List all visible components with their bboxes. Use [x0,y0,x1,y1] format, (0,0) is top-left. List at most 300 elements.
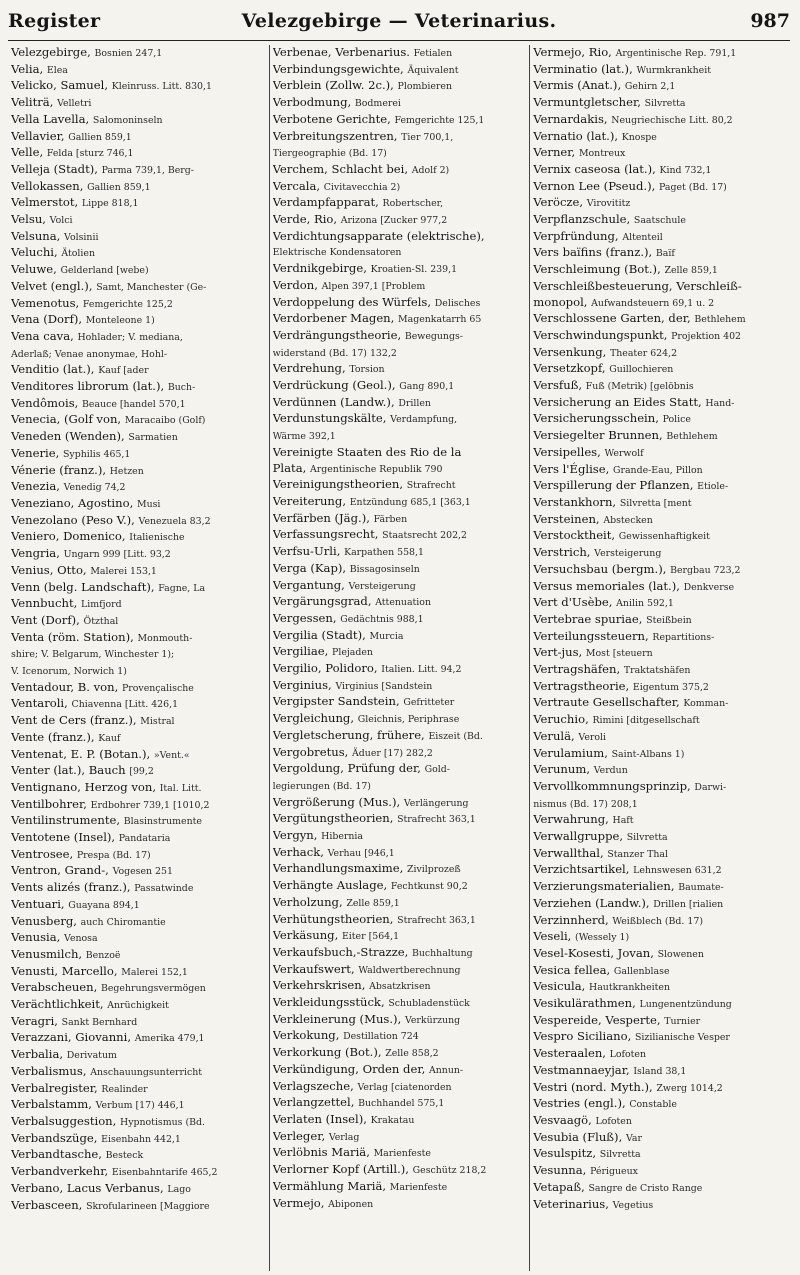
entry-reference: Strafrecht 363,1 [397,914,476,926]
entry-headword: Vengria, [11,546,60,561]
entry-reference: Delisches [434,297,481,309]
entry-headword: Verkorkung (Bot.), [272,1045,382,1060]
index-entry [533,295,787,312]
entry-headword: Vermejo, Rio, [533,45,612,59]
index-entry [11,195,266,212]
entry-headword: Venezolano (Peso V.), [11,512,135,527]
entry-reference: Kroatien-Sl. 239,1 [370,264,458,276]
index-entry [11,596,266,613]
entry-headword: Verschleißbesteuerung, Verschleiß- [533,278,742,293]
entry-headword: Verde, Rio, [272,212,338,227]
index-entry [533,862,787,879]
entry-headword: Veneziano, Agostino, [11,495,134,510]
entry-headword: Verulamium, [533,745,608,760]
index-entry [11,1030,266,1047]
entry-headword: Venditio (lat.), [11,362,95,377]
entry-reference: Island 38,1 [633,1065,687,1077]
index-entry [533,562,787,579]
entry-reference: Saatschule [633,215,686,227]
entry-reference: Gedächtnis 988,1 [340,613,424,625]
index-entry [273,527,527,544]
entry-reference: Bewegungs- [404,330,463,342]
index-entry [11,1198,266,1215]
index-entry [11,45,266,62]
entry-reference: Wurmkrankheit [636,64,711,76]
index-entry [273,445,527,461]
entry-reference: Silvretta [599,1149,641,1161]
entry-reference: Buch- [167,382,196,394]
entry-headword: Verdrängungstheorie, [272,327,402,342]
index-entry [11,479,266,496]
entry-headword: Ventaroli, [11,696,68,711]
entry-reference: Gefritteter [403,697,455,709]
index-entry [533,428,787,445]
entry-reference: Hetzen [109,465,144,477]
entry-headword: Versipelles, [533,444,601,459]
entry-headword: Vent de Cers (franz.), [11,713,137,728]
entry-reference: Besteck [105,1150,144,1162]
entry-headword: Verwallthal, [533,845,604,860]
entry-headword: Vermuntgletscher, [533,95,641,110]
index-entry [273,1028,527,1045]
index-entry [533,1080,787,1097]
entry-headword: Vergobretus, [272,744,349,759]
index-entry [273,928,527,945]
index-entry [273,845,527,862]
entry-reference: Venedig 74,2 [63,482,126,494]
entry-reference: Police [662,414,691,426]
entry-reference: Volci [49,215,73,227]
entry-reference: auch Chiromantie [80,916,166,928]
index-columns [8,45,790,1271]
entry-headword: Vernix caseosa (lat.), [533,161,656,176]
entry-reference: Sizilianische Vesper [635,1032,730,1044]
entry-reference: Femgerichte 125,1 [394,114,485,126]
entry-headword: Vergletscherung, frühere, [272,727,425,742]
entry-reference: Limfjord [80,599,122,611]
index-entry [273,395,527,412]
entry-reference: legierungen (Bd. 17) [272,780,371,792]
entry-headword: Ventron, Grand-, [11,863,109,878]
entry-headword: Vergyn, [272,828,318,843]
entry-reference: Lofoten [609,1049,647,1061]
index-entry [273,179,527,196]
entry-reference: Volsinii [64,231,99,243]
entry-headword: Vergrößerung (Mus.), [272,794,401,809]
index-entry [533,1130,787,1147]
entry-headword: Vereinigte Staaten des Rio de la [272,444,462,459]
index-entry [11,830,266,847]
index-entry [273,145,527,162]
entry-reference: Velletri [57,98,92,110]
entry-headword: Vers baïfins (franz.), [533,245,653,260]
entry-reference: Darwi- [694,781,727,793]
index-entry [11,663,266,680]
entry-reference: Verlängerung [403,797,469,809]
entry-reference: Chiavenna [Litt. 426,1 [71,699,179,711]
entry-reference: Verdun [593,765,628,777]
index-entry [273,62,527,79]
entry-reference: Malerei 153,1 [90,565,157,577]
entry-headword: Vergilia (Stadt), [272,627,366,642]
index-entry [533,812,787,829]
index-entry [11,95,266,112]
index-entry [273,1012,527,1029]
entry-headword: Verdampfapparat, [272,195,379,210]
entry-reference: Ätolien [61,248,95,260]
index-entry [273,745,527,762]
entry-reference: Rimini [ditgesellschaft [592,715,700,727]
entry-headword: Verkäsung, [272,928,339,943]
index-entry [11,62,266,79]
entry-headword: Velle, [11,145,44,160]
entry-reference: Malerei 152,1 [121,966,188,978]
entry-headword: Vernatio (lat.), [533,128,619,143]
index-entry [533,762,787,779]
entry-reference: Passatwinde [134,883,194,895]
entry-reference: Zivilprozeß [407,864,461,876]
entry-reference: Neugriechische Litt. 80,2 [611,114,733,126]
index-entry [11,78,266,95]
index-entry [11,930,266,947]
entry-reference: Waldwertberechnung [358,964,461,976]
entry-reference: Montreux [578,148,626,160]
index-entry [533,62,787,79]
entry-headword: Verpfründung, [533,228,619,243]
entry-headword: Verlorner Kopf (Artill.), [272,1162,409,1177]
index-entry [533,195,787,212]
index-entry [533,913,787,930]
entry-reference: Hibernia [321,831,363,843]
index-entry [11,296,266,313]
entry-reference: Verhau [946,1 [327,847,395,859]
index-entry [11,563,266,580]
entry-reference: Erdbohrer 739,1 [1010,2 [90,799,210,811]
entry-headword: Verkaufswert, [272,961,355,976]
entry-reference: Argentinische Republik 790 [310,463,443,475]
entry-reference: Annun- [428,1064,464,1076]
entry-reference: Var [625,1132,642,1144]
index-entry [11,947,266,964]
entry-headword: Vellokassen, [11,178,84,193]
entry-headword: Venta (röm. Station), [11,629,134,644]
entry-reference: Virovititz [586,198,631,210]
entry-headword: Vertragshäfen, [533,662,621,677]
entry-reference: Knospe [621,131,657,143]
entry-headword: Ventignano, Herzog von, [11,779,157,794]
index-entry [533,45,787,62]
entry-reference: Slowenen [657,948,704,960]
entry-reference: Murcia [369,630,404,642]
entry-headword: Verga (Kap), [272,560,347,575]
entry-headword: Verdünnen (Landw.), [272,394,395,409]
entry-reference: Civitavecchia 2) [323,181,401,193]
entry-headword: Vesulspitz, [533,1146,597,1161]
entry-headword: Verteilungssteuern, [533,628,649,643]
index-entry [11,863,266,880]
index-entry [533,95,787,112]
entry-headword: Vereinigungstheorien, [272,477,404,492]
entry-headword: Vestri (nord. Myth.), [533,1079,653,1094]
entry-headword: Verbreitungszentren, [272,128,398,143]
entry-headword: Versuchsbau (bergm.), [533,561,667,576]
entry-headword: Verkleidungsstück, [272,995,385,1010]
entry-headword: Verzinnherd, [533,912,609,927]
entry-reference: Syphilis 465,1 [62,448,131,460]
entry-reference: Zelle 859,1 [346,897,400,909]
entry-headword: Verginius, [272,677,332,692]
entry-reference: Anschauungsunterricht [90,1066,203,1078]
entry-reference: Derivatum [66,1050,117,1062]
entry-headword: Verulä, [533,728,575,743]
entry-reference: Mistral [140,716,175,728]
entry-reference: Schubladenstück [388,998,470,1010]
index-entry [273,162,527,179]
entry-reference: Grande-Eau, Pillon [612,464,703,476]
entry-reference: Parma 739,1, Berg- [101,164,194,176]
index-entry [533,229,787,246]
entry-reference: Altenteil [622,231,663,243]
entry-reference: Virginius [Sandstein [335,680,433,692]
entry-headword: Vesikulärathmen, [533,996,636,1011]
entry-reference: Gold- [424,764,450,776]
entry-headword: Veterinarius, [533,1196,609,1211]
entry-headword: Verbalismus, [11,1063,87,1078]
entry-reference: Absatzkrisen [369,981,431,993]
index-entry [11,463,266,480]
entry-headword: Vereiterung, [272,493,347,508]
entry-headword: Ventadour, B. von, [11,679,119,694]
index-column-3 [529,45,790,1271]
entry-reference: Adolf 2) [411,164,450,176]
entry-headword: Ventenat, E. P. (Botan.), [11,746,151,761]
entry-reference: Sankt Bernhard [61,1016,138,1028]
index-entry [11,362,266,379]
entry-reference: Steißbein [646,614,692,626]
entry-reference: Elektrische Kondensatoren [272,247,402,259]
entry-reference: shire; V. Belgarum, Winchester 1); [11,649,175,661]
index-entry [273,628,527,645]
entry-headword: Venius, Otto, [11,562,87,577]
index-entry [11,513,266,530]
entry-reference: Silvretta [644,98,686,110]
entry-headword: Vemenotus, [11,295,80,310]
entry-headword: Venusti, Marcello, [11,963,118,978]
entry-reference: Anilin 592,1 [616,598,674,610]
entry-reference: Fechtkunst 90,2 [390,881,468,893]
index-entry [11,713,266,730]
index-entry [533,179,787,196]
entry-headword: Veluwe, [11,262,57,277]
index-entry [273,895,527,912]
entry-reference: Musi [136,498,161,510]
index-entry [273,995,527,1012]
entry-headword: Verchem, Schlacht bei, [272,161,409,176]
entry-headword: Verstankhorn, [533,494,617,509]
index-entry [11,179,266,196]
index-entry [11,412,266,429]
index-entry [273,328,527,345]
entry-reference: Etiole- [697,481,729,493]
index-entry [273,129,527,146]
index-entry [273,828,527,845]
entry-headword: Vermejo, [272,1195,325,1210]
index-entry [533,162,787,179]
entry-reference: Hautkrankheiten [589,982,671,994]
index-entry [273,278,527,295]
index-entry [273,112,527,129]
index-entry [533,579,787,596]
index-entry [11,680,266,697]
entry-headword: Vellavier, [11,128,65,143]
entry-reference: Haft [612,815,634,827]
entry-headword: Versus memoriales (lat.), [533,578,680,593]
entry-reference: Gewissenhaftigkeit [618,531,710,543]
entry-headword: Verkehrskrisen, [272,978,366,993]
entry-headword: Verholzung, [272,894,343,909]
entry-reference: Äquivalent [407,64,459,76]
entry-headword: Vernardakis, [533,111,608,126]
index-entry [11,496,266,513]
entry-reference: Fagne, La [158,582,206,594]
header-section-label: Register [8,10,101,32]
index-entry [11,696,266,713]
index-entry [273,1079,527,1096]
entry-reference: Gallenblase [613,965,670,977]
entry-reference: Amerika 479,1 [134,1033,205,1045]
index-entry [273,428,527,445]
index-column-1 [8,45,269,1271]
entry-reference: Vogesen 251 [112,866,173,878]
entry-reference: Prespa (Bd. 17) [76,849,151,861]
index-entry [533,712,787,729]
entry-headword: Verunum, [533,762,591,777]
entry-headword: Veragri, [11,1013,58,1028]
entry-headword: Ventrosee, [11,846,74,861]
entry-headword: Versfuß, [533,378,583,393]
entry-reference: Magenkatarrh 65 [398,314,482,326]
index-entry [533,1013,787,1030]
entry-reference: Argentinische Rep. 791,1 [615,48,737,59]
page-number: 987 [750,10,790,32]
entry-reference: (Wessely 1) [575,932,630,944]
index-entry [11,1064,266,1081]
entry-reference: Buchhaltung [411,947,473,959]
entry-headword: Venerie, [11,445,60,460]
index-entry [273,578,527,595]
entry-headword: Verhack, [272,844,324,859]
entry-headword: Verlagszeche, [272,1078,354,1093]
entry-reference: Färben [373,513,408,525]
entry-headword: Veneden (Wenden), [11,429,125,444]
entry-headword: Vesvaagö, [533,1113,592,1127]
entry-headword: monopol, [533,294,588,309]
entry-reference: Torsion [349,364,385,376]
index-entry [273,945,527,962]
entry-reference: Turnier [664,1015,701,1027]
index-entry [11,529,266,546]
index-entry [533,645,787,662]
index-entry [273,95,527,112]
entry-reference: Gang 890,1 [399,381,455,393]
entry-reference: Verlag [328,1131,360,1143]
entry-reference: Guayana 894,1 [68,899,140,911]
index-entry [11,346,266,363]
entry-reference: Marienfeste [389,1181,448,1193]
index-entry [273,1095,527,1112]
index-entry [11,429,266,446]
entry-headword: Velezgebirge, [11,45,91,59]
entry-headword: Verfärben (Jäg.), [272,510,370,525]
entry-reference: Wärme 392,1 [272,431,336,443]
index-entry [273,711,527,728]
entry-reference: Aderlaß; Venae anonymae, Hohl- [11,348,168,360]
entry-reference: Realinder [101,1083,148,1095]
entry-reference: Komman- [683,698,729,710]
index-entry [273,477,527,494]
entry-headword: Versteinen, [533,511,600,526]
entry-headword: Vers l'Église, [533,461,610,476]
index-entry [273,761,527,778]
entry-headword: Vena cava, [11,328,74,343]
index-column-2 [269,45,530,1271]
entry-reference: Pandataria [118,833,171,845]
entry-reference: Kauf [98,732,121,744]
entry-headword: Verdrückung (Geol.), [272,378,396,393]
entry-reference: Beauce [handel 570,1 [82,398,186,410]
entry-reference: Tiergeographie (Bd. 17) [272,148,387,160]
entry-reference: Italienische [129,532,185,544]
index-entry [533,311,787,328]
entry-reference: Abstecken [603,514,653,526]
index-entry [273,411,527,428]
entry-headword: Vente (franz.), [11,729,95,744]
entry-headword: Vergessen, [272,610,337,625]
index-entry [273,494,527,511]
entry-headword: Verhängte Auslage, [272,878,388,893]
entry-reference: Lehnswesen 631,2 [633,865,722,877]
index-entry [11,145,266,162]
index-entry [273,1196,527,1213]
index-entry [11,279,266,296]
entry-headword: Velvet (engl.), [11,278,93,293]
entry-reference: Veroli [578,731,607,743]
index-entry [11,847,266,864]
index-entry [533,279,787,295]
entry-reference: Paget (Bd. 17) [658,181,727,193]
entry-headword: Ventilinstrumente, [11,813,121,828]
entry-reference: Drillen [398,397,431,409]
entry-headword: Verwahrung, [533,812,609,827]
index-entry [273,311,527,328]
entry-headword: Verbasceen, [11,1197,83,1212]
index-entry [533,445,787,462]
entry-headword: Verstocktheit, [533,528,616,543]
entry-headword: Vespereide, Vesperte, [533,1012,661,1027]
entry-reference: Gallien 859,1 [87,181,151,193]
index-entry [273,511,527,528]
index-entry [533,245,787,262]
entry-headword: Verhütungstheorien, [272,911,394,926]
index-entry [533,612,787,629]
index-entry [273,644,527,661]
index-entry [273,229,527,245]
entry-reference: Sarmatien [128,432,178,444]
entry-headword: Vergilio, Polidoro, [272,661,378,676]
entry-headword: Verazzani, Giovanni, [11,1030,132,1045]
index-entry [273,962,527,979]
index-entry [533,1096,787,1113]
